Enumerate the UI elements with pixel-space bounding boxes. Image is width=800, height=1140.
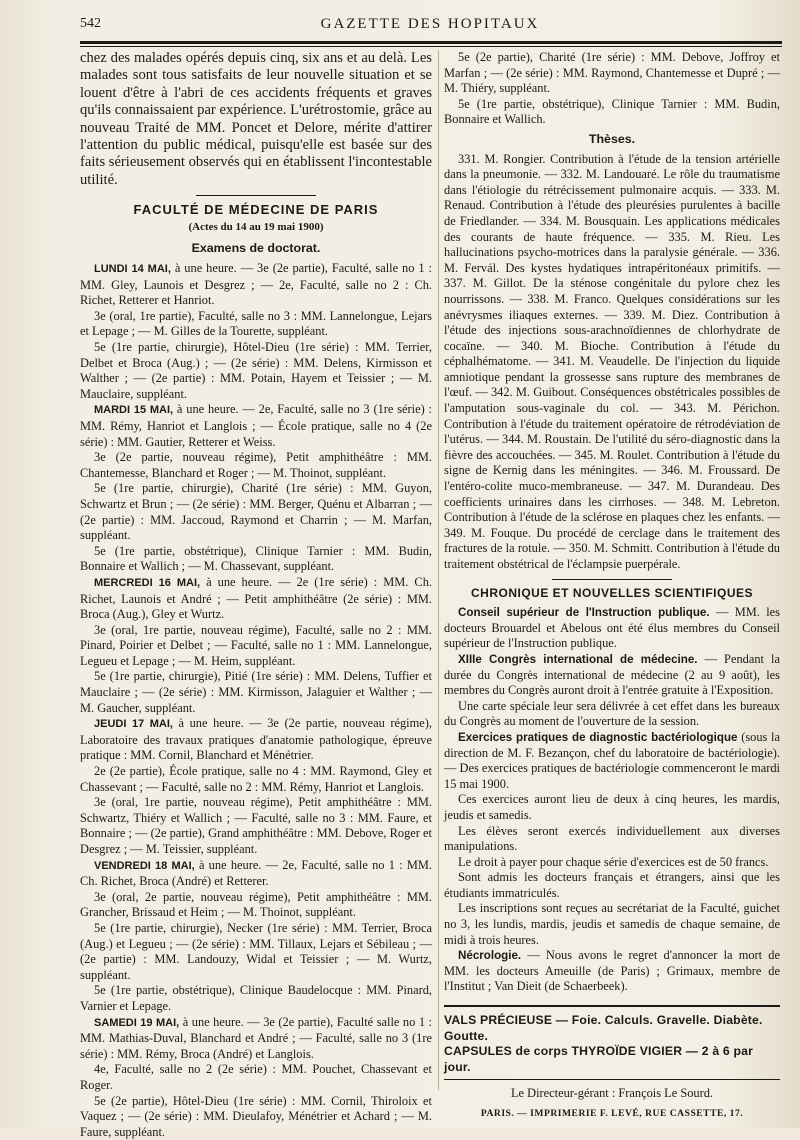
exam-text: à une heure. — 2e (1re série) : MM. Ch. Richet, Launois et André ; — Petit amphithéâtre (2e série) : MM. Broca (Aug.), Gley et Wurtz. bbox=[80, 575, 432, 621]
exam-paragraph: 5e (1re partie, obstétrique), Clinique Tarnier : MM. Budin, Bonnaire et Wallich. bbox=[444, 97, 780, 128]
exam-paragraph: 4e, Faculté, salle no 2 (2e série) : MM. Pouchet, Chassevant et Roger. bbox=[80, 1062, 432, 1093]
exam-paragraph: 5e (1re partie, obstétrique), Clinique Tarnier : MM. Budin, Bonnaire et Wallich ; — M. Chassevant, suppléant. bbox=[80, 544, 432, 575]
intro-paragraph: chez des malades opérés depuis cinq, six ans et au delà. Les malades sont tous satisfaits de leur nouvelle situation et se louent d'être à l'abri de ces accidents fréquents et graves qu'ils connaissaient par expérience. L'urétrostomie, grâce au nouveau Traité de MM. Poncet et Delore, mérite d'attirer l'attention du public médical, puisqu'elle est basée sur des faits sérieusement observés qui en établissent l'incontestable utilité. bbox=[80, 50, 432, 189]
exam-paragraph bbox=[80, 261, 432, 309]
exam-paragraph: 3e (oral, 2e partie, nouveau régime), Petit amphithéâtre : MM. Grancher, Brissaud et Heim ; — M. Thoinot, suppléant. bbox=[80, 890, 432, 921]
news-heading: XIIIe Congrès international de médecine. bbox=[458, 653, 698, 666]
exam-text: à une heure. — 3e (2e partie), Faculté, salle no 1 : MM. Gley, Launois et Desgrez ; — 2e, Faculté, salle no 2 : Ch. Richet, Retterer et Hanriot. bbox=[80, 261, 432, 307]
header-rule-thin bbox=[80, 46, 782, 47]
faculty-title: FACULTÉ DE MÉDECINE DE PARIS bbox=[80, 202, 432, 218]
header-rule bbox=[80, 41, 782, 44]
news-paragraph: Une carte spéciale leur sera délivrée à cet effet dans les bureaux du Congrès au moment de l'ouverture de la session. bbox=[444, 699, 780, 730]
news-paragraph: Les élèves seront exercés individuellement aux diverses manipulations. bbox=[444, 824, 780, 855]
advert-capsules: CAPSULES de corps THYROÏDE VIGIER — 2 à 6 par jour. bbox=[444, 1044, 780, 1075]
news-paragraph: Le droit à payer pour chaque série d'exercices est de 50 francs. bbox=[444, 855, 780, 871]
column-divider bbox=[438, 50, 439, 1090]
exam-day: JEUDI 17 MAI, bbox=[94, 718, 173, 730]
news-text: — Nous avons le regret d'annoncer la mort de MM. les docteurs Ameuille (de Paris) ; Grimaux, membre de l'Institut ; Van Dieit (de Schaerbeek). bbox=[444, 948, 780, 993]
news-paragraph: Ces exercices auront lieu de deux à cinq heures, les mardis, jeudis et samedis. bbox=[444, 792, 780, 823]
exam-paragraph bbox=[80, 575, 432, 623]
exam-paragraph: 5e (1re partie, chirurgie), Hôtel-Dieu (1re série) : MM. Terrier, Delbet et Broca (Aug.) ; — (2e série) : MM. Delens, Kirmisson et Walther ; — (2e partie) : MM. Potain, Hayem et Teissier ; — M. Mauclaire, suppléant. bbox=[80, 340, 432, 402]
news-item bbox=[444, 605, 780, 652]
news-item bbox=[444, 730, 780, 792]
exam-paragraph: 2e (2e partie), École pratique, salle no 4 : MM. Raymond, Gley et Chassevant ; — Faculté, salle no 2 : MM. Rémy, Hanriot et Langlois. bbox=[80, 764, 432, 795]
advert-rule bbox=[444, 1005, 780, 1007]
news-text: (sous la direction de M. F. Bezançon, chef du laboratoire de bactériologie). — Des exercices pratiques de bactériologie commenceront le mardi 15 mai 1900. bbox=[444, 730, 780, 791]
advert-vals: VALS PRÉCIEUSE — Foie. Calculs. Gravelle. Diabète. Goutte. bbox=[444, 1013, 780, 1044]
theses-list: 331. M. Rongier. Contribution à l'étude de la tension artérielle dans la pneumonie. — 332. M. Landouaré. Le rôle du traumatisme dans l'étiologie du rétrécissement pulmonaire acquis. — 333. M. Renaud. Contribution à l'étude des pleurésies purulentes à bacille de Friedlander. — 334. M. Bousquain. Les applications médicales des courants de haute fréquence. — 335. M. Rieu. Les hallucinations psycho-motrices dans la paralysie générale. — 336. M. Fervál. Des kystes hydatiques intrapéritonéaux primitifs. — 337. M. Gillot. De la sténose congénitale du pylore chez les nourrissons. — 338. M. Franco. Quelques considérations sur les anévrysmes iliaques externes. — 339. M. Diez. Contribution à l'étude des injections sous-arachnoïdiennes de chlorhydrate de cocaïne. — 340. M. Bioche. Contribution à l'étude du céphalhématome. — 341. M. Veaudelle. De l'injection du liquide amniotique pendant la grossesse sans rupture des membranes de l'œuf. — 342. M. Guibout. Conséquences obstétricales possibles de l'amputation sous-vaginale du col. — 343. M. Périchon. Contribution à l'étude du traitement opératoire de rétrodéviation de l'utérus. — 344. M. Roustain. De l'utilité du séro-diagnostic dans la fièvre des accouchées. — 345. M. Roulet. Contribution à l'étude du signe de Kernig dans les méningites. — 346. M. Froussard. De l'entéro-colite muco-membraneuse. — 347. M. Durandeau. Des coefficients urinaires dans les cirrhoses. — 348. M. Lebreton. Contribution à l'étude de la sclérose en plaques chez les enfants. — 349. M. Fouque. Du procédé de cerclage dans le traitement des fractures de la rotule. — 350. M. Schmitt. Contribution à l'étude du traitement obstétrical de l'éclampsie puerpérale. bbox=[444, 152, 780, 573]
faculty-subtitle: (Actes du 14 au 19 mai 1900) bbox=[80, 220, 432, 236]
exam-day: VENDREDI 18 MAI, bbox=[94, 860, 195, 872]
exam-paragraph bbox=[80, 402, 432, 450]
news-item bbox=[444, 948, 780, 995]
advert-rule bbox=[444, 1079, 780, 1080]
exam-paragraph: 5e (2e partie), Charité (1re série) : MM. Debove, Joffroy et Marfan ; — (2e série) : MM. Raymond, Chantemesse et Dupré ; — M. Thiéry, suppléant. bbox=[444, 50, 780, 97]
exam-text: à une heure. — 2e, Faculté, salle no 1 : MM. Ch. Richet, Broca (André) et Retterer. bbox=[80, 858, 432, 889]
exam-paragraph: 5e (2e partie), Hôtel-Dieu (1re série) : MM. Cornil, Thiroloix et Vaquez ; — (2e série) : MM. Dieulafoy, Ménétrier et Achard ; — M. Faure, suppléant. bbox=[80, 1094, 432, 1140]
exam-paragraph bbox=[80, 1015, 432, 1063]
section-divider bbox=[196, 195, 316, 196]
exam-paragraph: 3e (2e partie, nouveau régime), Petit amphithéâtre : MM. Chantemesse, Blanchard et Roger ; — M. Thoinot, suppléant. bbox=[80, 450, 432, 481]
exam-paragraph: 3e (oral, 1re partie, nouveau régime), Petit amphithéâtre : MM. Schwartz, Thiéry et Wallich ; — Faculté, salle no 3 : MM. Faure, et Bonnaire ; — (2e partie), Grand amphithéâtre : MM. Debove, Roger et Desgrez ; — M. Teissier, suppléant. bbox=[80, 795, 432, 857]
news-heading: Exercices pratiques de diagnostic bactériologique bbox=[458, 731, 737, 744]
director-line: Le Directeur-gérant : François Le Sourd. bbox=[444, 1086, 780, 1102]
news-heading: Nécrologie. bbox=[458, 949, 521, 962]
exam-text: à une heure. — 3e (2e partie), Faculté salle no 1 : MM. Mathias-Duval, Blanchard et André ; — Faculté, salle no 3 (1re série) : MM. Rémy, Broca (André) et Langlois. bbox=[80, 1015, 432, 1061]
chronicle-title: CHRONIQUE ET NOUVELLES SCIENTIFIQUES bbox=[444, 586, 780, 602]
right-column bbox=[444, 50, 780, 1110]
news-paragraph: Les inscriptions sont reçues au secrétariat de la Faculté, guichet no 3, les lundis, mardis, jeudis et samedis de chaque semaine, de midi à trois heures. bbox=[444, 901, 780, 948]
exam-text: à une heure. — 2e, Faculté, salle no 3 (1re série) : MM. Rémy, Hanriot et Langlois ; — École pratique, salle no 4 (2e série) : MM. Gautier, Retterer et Weiss. bbox=[80, 402, 432, 448]
journal-title: GAZETTE DES HOPITAUX bbox=[80, 16, 780, 33]
exam-paragraph: 5e (1re partie, chirurgie), Charité (1re série) : MM. Guyon, Schwartz et Brun ; — (2e série) : MM. Berger, Quénu et Albarran ; — (2e partie) : MM. Jaccoud, Raymond et Charrin ; — M. Marfan, suppléant. bbox=[80, 481, 432, 543]
exam-text: à une heure. — 3e (2e partie, nouveau régime), Laboratoire des travaux pratiques d'anatomie pathologique, épreuve pratique : MM. Cornil, Blanchard et Ménétrier. bbox=[80, 716, 432, 762]
news-paragraph: Sont admis les docteurs français et étrangers, ainsi que les étudiants immatriculés. bbox=[444, 870, 780, 901]
news-text: — Pendant la durée du Congrès international de médecine (2 au 9 août), les membres du Congrès auront droit à l'entrée gratuite à l'Exposition. bbox=[444, 652, 780, 697]
exam-day: MARDI 15 MAI, bbox=[94, 404, 173, 416]
exam-paragraph: 3e (oral, 1re partie), Faculté, salle no 3 : MM. Lannelongue, Lejars et Lepage ; — M. Gilles de la Tourette, suppléant. bbox=[80, 309, 432, 340]
page-number: 542 bbox=[80, 16, 101, 32]
page-header bbox=[80, 14, 780, 36]
section-divider bbox=[552, 579, 672, 580]
exam-day: MERCREDI 16 MAI, bbox=[94, 577, 200, 589]
news-text: — MM. les docteurs Brouardel et Abelous ont été élus membres du Conseil supérieur de l'Instruction publique. bbox=[444, 605, 780, 650]
exam-paragraph: 3e (oral, 1re partie, nouveau régime), Faculté, salle no 2 : MM. Pinard, Poirier et Delbet ; — Faculté, salle no 1 : MM. Lannelongue, Legueu et Lepage ; — M. Heim, suppléant. bbox=[80, 623, 432, 670]
exam-day: SAMEDI 19 MAI, bbox=[94, 1017, 179, 1029]
news-item bbox=[444, 652, 780, 699]
exam-paragraph bbox=[80, 858, 432, 890]
exam-paragraph: 5e (1re partie, chirurgie), Pitié (1re série) : MM. Delens, Tuffier et Mauclaire ; — (2e série) : MM. Kirmisson, Jalaguier et Walther ; — M. Gaucher, suppléant. bbox=[80, 669, 432, 716]
printer-line: PARIS. — IMPRIMERIE F. LEVÉ, RUE CASSETTE, 17. bbox=[444, 1106, 780, 1122]
exam-paragraph bbox=[80, 716, 432, 764]
exam-paragraph: 5e (1re partie, chirurgie), Necker (1re série) : MM. Terrier, Broca (Aug.) et Legueu ; — (2e série) : MM. Tillaux, Lejars et Sébileau ; — (2e partie) : MM. Landouzy, Widal et Teissier ; — M. Wurtz, suppléant. bbox=[80, 921, 432, 983]
exams-title: Examens de doctorat. bbox=[80, 241, 432, 257]
theses-title: Thèses. bbox=[444, 132, 780, 148]
exam-paragraph: 5e (1re partie, obstétrique), Clinique Baudelocque : MM. Pinard, Varnier et Lepage. bbox=[80, 983, 432, 1014]
exam-day: LUNDI 14 MAI, bbox=[94, 263, 171, 275]
left-column bbox=[80, 50, 432, 1110]
news-heading: Conseil supérieur de l'Instruction publique. bbox=[458, 606, 710, 619]
